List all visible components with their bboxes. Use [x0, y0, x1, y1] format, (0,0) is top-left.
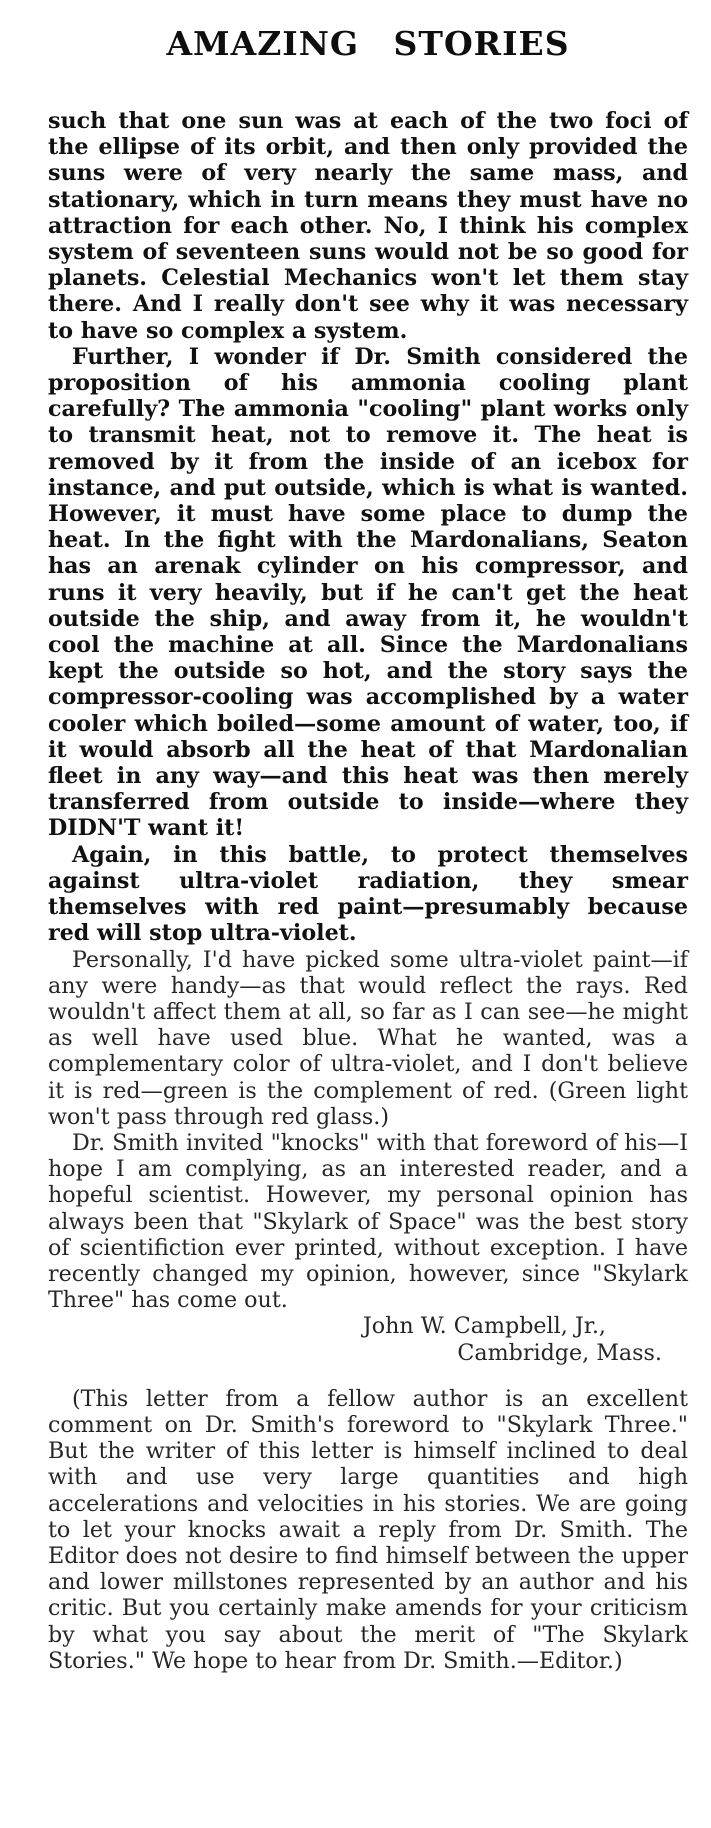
editor-note: (This letter from a fellow author is an excellent comment on Dr. Smith's foreword to "Skylark Three." But the writer of this letter is himself inclined to deal with and use very large quantities and high accelerations and velocities in his stories. We are going to let your knocks await a reply from Dr. Smith. The Editor does not desire to find himself between the upper and lower millstones represented by an author and his critic. But you certainly make amends for your criticism by what you say about the merit of "The Skylark Stories." We hope to hear from Dr. Smith.—Editor.) [48, 1385, 688, 1674]
letter-column [48, 108, 688, 1674]
signature-place: Cambridge, Mass. [457, 1339, 662, 1366]
letter-paragraph-2: Further, I wonder if Dr. Smith considered the proposition of his ammonia cooling plant carefully? The ammonia "cooling" plant works only to transmit heat, not to remove it. The heat is removed by it from the inside of an icebox for instance, and put outside, which is what is wanted. However, it must have some place to dump the heat. In the fight with the Mardonalians, Seaton has an arenak cylinder on his compressor, and runs it very heavily, but if he can't get the heat outside the ship, and away from it, he wouldn't cool the machine at all. Since the Mardonalians kept the outside so hot, and the story says the compressor-cooling was accomplished by a water cooler which boiled—some amount of water, too, if it would absorb all the heat of that Mardonalian fleet in any way—and this heat was then merely transferred from outside to inside—where they DIDN'T want it! [48, 343, 688, 842]
letter-paragraph-1: such that one sun was at each of the two foci of the ellipse of its orbit, and then only provided the suns were of very nearly the same mass, and stationary, which in turn means they must have no attraction for each other. No, I think his complex system of seventeen suns would not be so good for planets. Celestial Mechanics won't let them stay there. And I really don't see why it was necessary to have so complex a system. [48, 108, 688, 344]
letter-paragraph-5: Dr. Smith invited "knocks" with that foreword of his—I hope I am complying, as an interested reader, and a hopeful scientist. However, my personal opinion has always been that "Skylark of Space" was the best story of scientifiction ever printed, without exception. I have recently changed my opinion, however, since "Skylark Three" has come out. [48, 1129, 688, 1314]
page [48, 0, 688, 1828]
letter-paragraph-3: Again, in this battle, to protect themselves against ultra-violet radiation, they smear themselves with red paint—presumably because red will stop ultra-violet. [48, 841, 688, 947]
signature-name: John W. Campbell, Jr., [362, 1313, 606, 1340]
letter-paragraph-4: Personally, I'd have picked some ultra-violet paint—if any were handy—as that would reflect the rays. Red wouldn't affect them at all, so far as I can see—he might as well have used blue. What he wanted, was a complementary color of ultra-violet, and I don't believe it is red—green is the complement of red. (Green light won't pass through red glass.) [48, 946, 688, 1130]
masthead-title: AMAZING STORIES [166, 24, 570, 63]
